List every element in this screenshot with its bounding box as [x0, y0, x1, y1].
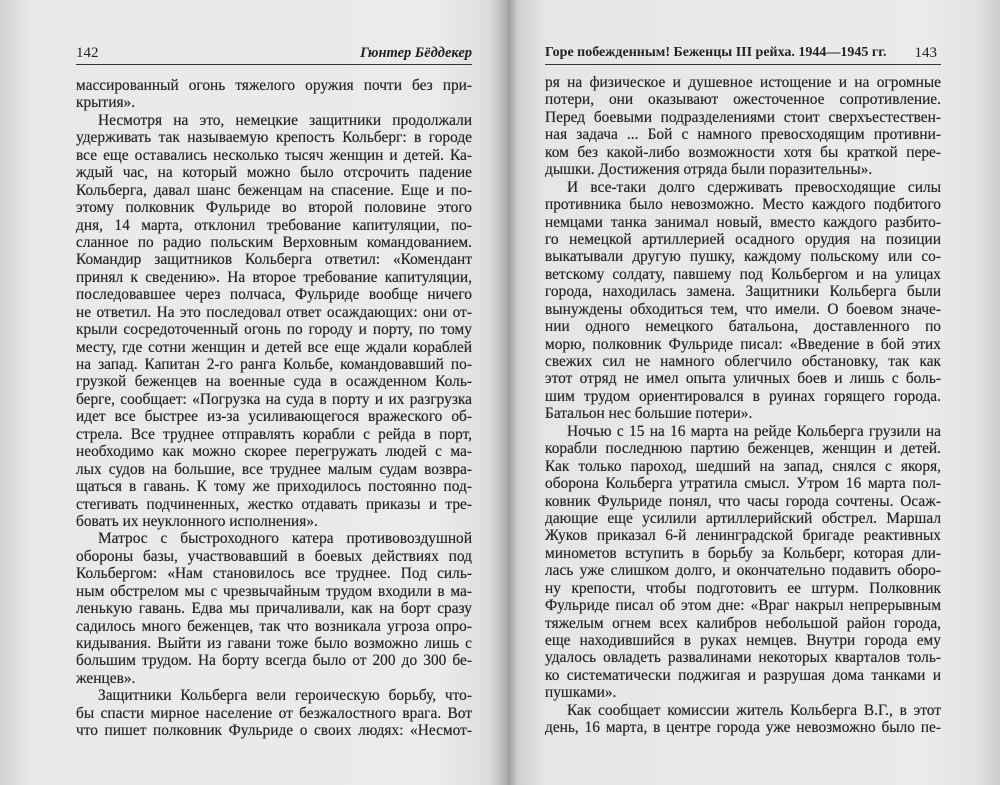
text-line: бы спасти мирное население от безжалостного врага. Вот — [76, 704, 472, 722]
text-line: крыли сосредоточенный огонь по городу и порту, по тому — [76, 321, 472, 339]
text-line: бовать их неуклонного исполнения». — [76, 512, 318, 530]
text-line: го немецкой артиллерией осадного орудия на позиции — [545, 230, 941, 248]
text-line: Кольберга, давал шанс беженцам на спасение. Еще и по- — [76, 181, 472, 199]
text-line: ко систематически поджигая и разрушая дома танками и — [545, 666, 941, 684]
text-line: дня, 14 марта, отклонил требование капитуляции, по- — [76, 216, 472, 234]
text-line: морю, полковник Фульриде писал: «Введение в бой этих — [545, 335, 941, 353]
text-line: садилось много беженцев, так что возникала угроза опро- — [76, 617, 472, 635]
text-line: идет все быстрее из-за усиливающегося вражеского об- — [76, 408, 472, 426]
text-line: противника было невозможно. Место каждого подбитого — [545, 196, 941, 214]
text-line: необходимо как можно скорее перегружать людей с ма- — [76, 443, 472, 461]
text-line: минометов вступить в борьбу за Кольберг, которая дли- — [545, 544, 941, 562]
text-line: берге, сообщает: «Погрузка на суда в порту и их разгрузка — [76, 390, 472, 408]
text-line: ленькую гавань. Едва мы причаливали, как на борт сразу — [76, 600, 472, 618]
paragraph — [545, 179, 941, 423]
text-line: удалось овладеть развалинами некоторых кварталов толь- — [545, 649, 941, 667]
text-line: этому полковник Фульриде во второй половине этого — [76, 199, 472, 217]
page-header — [76, 44, 472, 65]
text-line: ветскому солдату, павшему под Кольбергом и на улицах — [545, 265, 941, 283]
text-line: оборона Кольберга утратила смысл. Утром 16 марта пол- — [545, 475, 941, 493]
text-line: выкатывали другую пушку, каждому польскому или со- — [545, 248, 941, 266]
page-number: 143 — [914, 45, 937, 61]
text-line: еще находившийся в руках немцев. Внутри города ему — [545, 632, 941, 649]
text-line: ная задача ... Бой с намного превосходящим противни- — [545, 126, 941, 144]
text-line: шим трудом ориентировался в руинах горящего города. — [545, 387, 941, 405]
text-line: все еще оставались несколько тысяч женщин и детей. Ка- — [76, 146, 472, 164]
text-line: женцев». — [76, 669, 136, 687]
text-line: корабли последнюю партию беженцев, женщин и детей. — [545, 440, 941, 458]
text-line: большим трудом. На борту всегда было от 200 до 300 бе- — [76, 652, 472, 670]
text-line: лась уже слишком долго, и окончательно подавить оборо- — [545, 562, 941, 580]
text-line: массированный огонь тяжелого оружия почти без при- — [76, 77, 472, 94]
text-line: Кольбергом: «Нам становилось все труднее. Под силь- — [76, 565, 472, 583]
paragraph — [76, 530, 472, 687]
text-line: удерживать так называемую крепость Кольберг: в городе — [76, 129, 472, 147]
text-line: ковник Фульриде понял, что часы города сочтены. Осаж- — [545, 492, 941, 510]
paragraph — [545, 423, 941, 702]
text-line: Несмотря на это, немецкие защитники продолжали — [98, 111, 472, 129]
text-line: свежих сил не намного облегчило обстановку, так как — [545, 353, 941, 370]
running-title: Горе побежденным! Беженцы III рейха. 1944—1945 гг. — [545, 45, 887, 60]
text-line: ным обстрелом мы с чрезвычайным трудом входили в ма- — [76, 582, 472, 600]
text-line: И все-таки долго сдерживать превосходящие силы — [567, 178, 941, 196]
text-line: потери, они оказывают ожесточенное сопротивление. — [545, 91, 941, 109]
page-number: 142 — [76, 45, 99, 61]
paragraph — [76, 112, 472, 531]
text-line: Матрос с быстроходного катера противовоздушной — [98, 530, 472, 548]
text-line: обороны базы, участвовавший в боевых действиях под — [76, 547, 472, 565]
text-line: стрела. Все труднее отправлять корабли с рейда в порт, — [76, 425, 472, 443]
text-line: Жуков приказал 6-й ленинградской бригаде реактивных — [545, 527, 941, 545]
text-line: кидывания. Выйти из гавани тоже было возможно лишь с — [76, 635, 472, 652]
page-body-text — [76, 77, 472, 740]
running-title: Гюнтер Бёддекер — [360, 45, 472, 61]
text-line: этот отряд не имел опыта уличных боев и лишь с боль- — [545, 370, 941, 388]
text-line: немцами танка занимал новый, вместо каждого разбито- — [545, 213, 941, 231]
right-page — [508, 0, 1000, 785]
text-line: крытия». — [76, 94, 136, 112]
text-line: Командир защитников Кольберга ответил: «Комендант — [76, 251, 472, 269]
paragraph — [76, 687, 472, 739]
paragraph — [545, 702, 941, 737]
text-line: дающие еще усилили артиллерийский обстрел. Маршал — [545, 509, 941, 527]
text-line: вынуждены обходиться тем, что имели. О боевом значе- — [545, 300, 941, 318]
text-line: Ночью с 15 на 16 марта на рейде Кольберга грузили на — [567, 422, 941, 440]
text-line: ря на физическое и душевное истощение и на огромные — [545, 74, 941, 91]
text-line: на запад. Капитан 2-го ранга Кольбе, командовавший по- — [76, 356, 472, 373]
text-line: принял к сведению». На второе требование капитуляции, — [76, 268, 472, 286]
text-line: стегивать подчиненных, жестко отдавать приказы и тре- — [76, 495, 472, 513]
paragraph — [76, 77, 472, 112]
text-line: тяжелым огнем всех калибров небольшой район города, — [545, 614, 941, 632]
text-line: города, находилась замена. Защитники Кольберга были — [545, 283, 941, 301]
text-line: Фульриде писал об этом дне: «Враг накрыл непрерывным — [545, 597, 941, 615]
text-line: дышки. Достижения отряда были поразительны». — [545, 161, 873, 179]
text-line: ком без какой-либо возможности хотя бы краткой пере- — [545, 143, 941, 161]
text-line: день, 16 марта, в центре города уже невозможно было пе- — [545, 719, 941, 737]
text-line: грузкой беженцев на военные суда в осажденном Коль- — [76, 373, 472, 391]
text-line: сланное по радио польским Верховным командованием. — [76, 233, 472, 251]
page-header — [545, 44, 941, 65]
text-line: нии одного немецкого батальона, доставленного по — [545, 318, 941, 336]
text-line: месту, где сотни женщин и детей все еще ждали кораблей — [76, 338, 472, 356]
text-line: Перед боевыми подразделениями стоит сверхъестествен- — [545, 108, 941, 126]
text-line: Батальон нес большие потери». — [545, 405, 753, 423]
page-body-text — [545, 74, 941, 737]
text-line: что пишет полковник Фульриде о своих людях: «Несмот- — [76, 722, 472, 740]
text-line: последовавшее через полчаса, Фульриде вообще ничего — [76, 286, 472, 304]
text-line: щаться в гавань. К тому же приходилось постоянно под- — [76, 478, 472, 496]
text-line: Как сообщает комиссии житель Кольберга В.Г., в этот — [567, 701, 941, 719]
text-line: ждый час, на который можно было отсрочить падение — [76, 164, 472, 182]
text-line: не ответил. На это последовал ответ осаждающих: они от- — [76, 303, 472, 321]
text-line: лых судов на большие, все труднее малым судам возвра- — [76, 460, 472, 478]
text-line: Защитники Кольберга вели героическую борьбу, что- — [98, 687, 472, 705]
paragraph — [545, 74, 941, 179]
text-line: ну крепости, чтобы подготовить ее штурм. Полковник — [545, 579, 941, 597]
text-line: Как только пароход, шедший на запад, снялся с якоря, — [545, 457, 941, 475]
text-line: пушками». — [545, 684, 617, 702]
